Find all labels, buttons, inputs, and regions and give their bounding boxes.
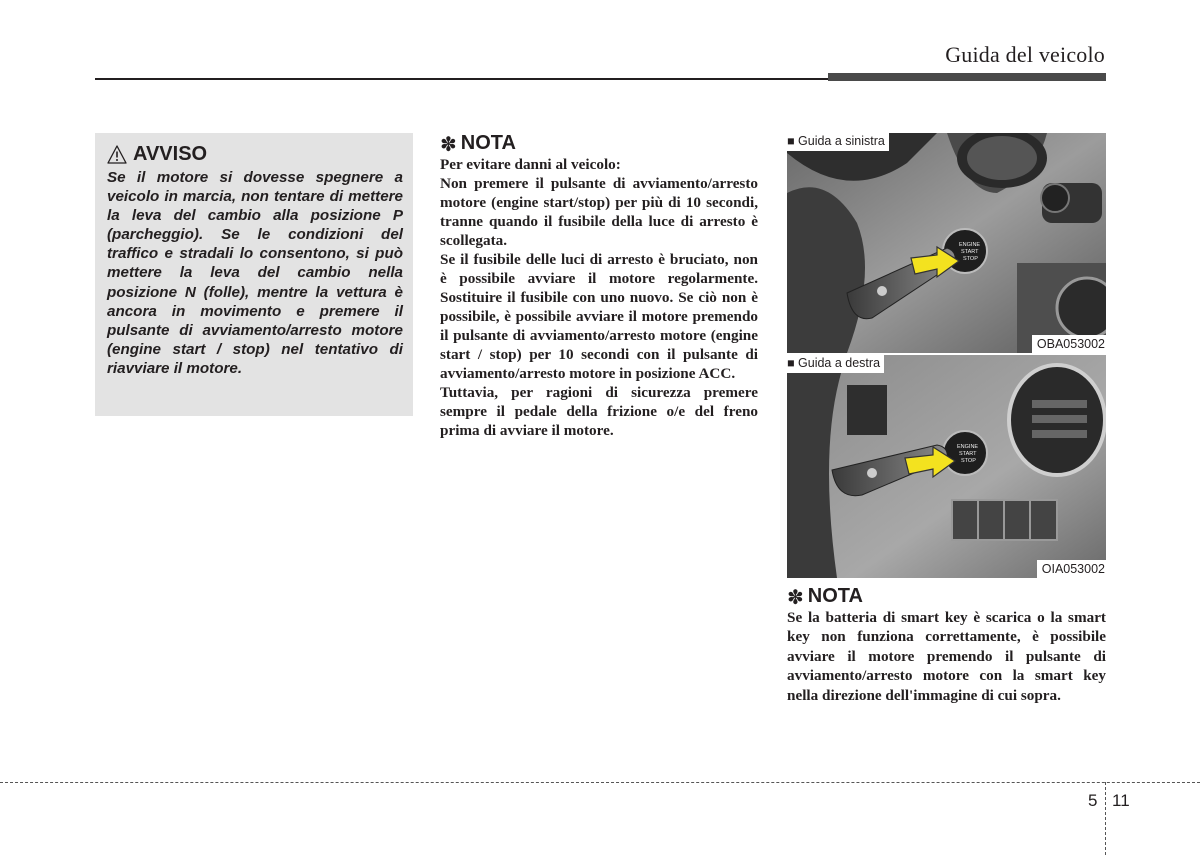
figure-code: OIA053002	[1037, 560, 1106, 578]
engine-start-stop-button-label	[959, 242, 980, 262]
note-body: Se la batteria di smart key è scarica o la smart key non funziona correttamente, è possibile avviare il motore premendo il pulsante di avviamento/arresto motore con la smart key nella direzione dell'immagine di cui sopra.	[787, 609, 1106, 704]
figure-label: ■ Guida a sinistra	[787, 133, 889, 151]
warning-box	[95, 133, 413, 416]
engine-start-stop-button-label	[957, 444, 978, 464]
svg-text:ENGINE: ENGINE	[959, 242, 981, 248]
note-smart-key	[787, 585, 1106, 705]
svg-text:START: START	[959, 451, 977, 457]
warning-text: Se il motore si dovesse spegnere a veicolo in marcia, non tentare di mettere la leva del cambio alla posizione P (parcheggio). Se le condizioni del traffico e stradali lo consentono, si può mettere la leva del cambio nella posizione N (folle), mentre la vettura è ancora in movimento e premere il pulsante di avviamento/arresto motore (engine start / stop) nel tentativo di riavviare il motore.	[107, 169, 403, 377]
note-paragraph: Non premere il pulsante di avviamento/arresto motore (engine start/stop) per più di 10 secondi, tranne quando il fusibile della luce di arresto è scollegata.	[440, 175, 758, 249]
svg-text:STOP: STOP	[963, 256, 978, 262]
asterisk-icon: ✽	[787, 584, 804, 609]
figure-label: ■ Guida a destra	[787, 355, 884, 373]
page-number: 11	[1112, 791, 1130, 810]
figure-right-hand-drive	[787, 355, 1106, 578]
note-paragraph: Se il fusibile delle luci di arresto è bruciato, non è possibile avviare il motore regolarmente. Sostituire il fusibile con uno nuovo. Se ciò non è possibile, è possibile avviare il motore premendo il pulsante di avviamento/arresto motore (engine start / stop) per 10 secondi con il pulsante di avviamento/arresto motore in posizione ACC.	[440, 251, 758, 382]
svg-text:START: START	[961, 249, 979, 255]
note-heading	[787, 585, 1106, 608]
asterisk-icon: ✽	[440, 131, 457, 156]
warning-triangle-icon	[107, 145, 127, 164]
figure-code: OBA053002	[1032, 335, 1106, 353]
note-paragraph: Per evitare danni al veicolo:	[440, 156, 621, 173]
figure-left-hand-drive	[787, 133, 1106, 353]
note-heading	[440, 132, 758, 155]
note-paragraph: Tuttavia, per ragioni di sicurezza premere sempre il pedale della frizione o/e del freno prima di avviare il motore.	[440, 384, 758, 439]
note-body	[440, 155, 758, 440]
note-title: NOTA	[460, 132, 516, 154]
page-header-title: Guida del veicolo	[945, 42, 1105, 67]
note-battery-fuse	[440, 132, 758, 440]
footer-page-divider	[1105, 782, 1106, 855]
note-title: NOTA	[807, 585, 863, 607]
svg-text:STOP: STOP	[961, 458, 976, 464]
header-rule-accent	[828, 73, 1106, 81]
warning-heading	[107, 143, 403, 166]
warning-title: AVVISO	[133, 143, 208, 165]
section-number: 5	[1088, 791, 1098, 810]
dashboard-photo	[787, 355, 1106, 578]
header-rule	[95, 78, 830, 80]
svg-text:ENGINE: ENGINE	[957, 444, 979, 450]
dashboard-photo	[787, 133, 1106, 353]
footer-divider	[0, 782, 1200, 783]
